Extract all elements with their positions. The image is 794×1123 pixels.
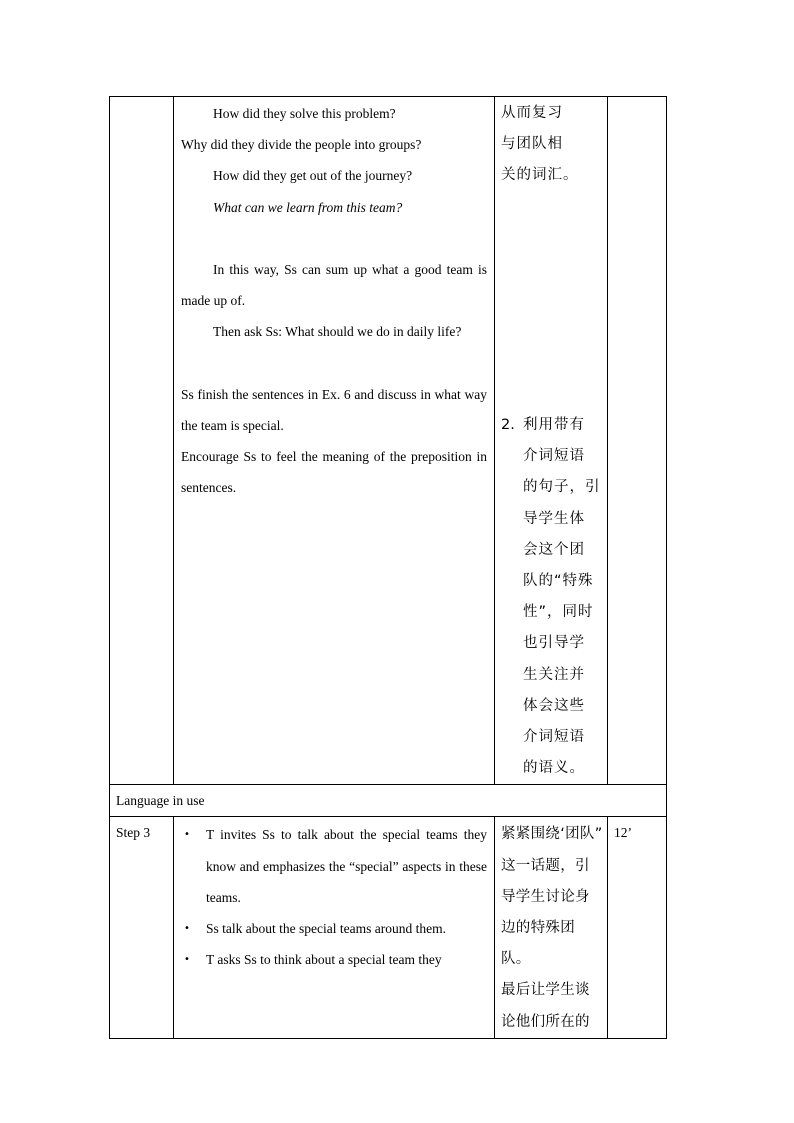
note-line: 体会这些 [523, 697, 585, 714]
note-line: 介词短语 [523, 448, 585, 465]
note-number: 2. [501, 416, 515, 433]
time-cell-empty [608, 97, 667, 785]
activity-row [110, 97, 667, 785]
note-line: 这一话题，引 [501, 857, 590, 874]
note-line: 的语义。 [523, 760, 585, 777]
step-label: Step 3 [116, 825, 151, 841]
question-2: Why did they divide the people into groups? [181, 137, 422, 153]
step-cell-empty [110, 97, 174, 785]
note-line: 生关注并 [523, 666, 585, 683]
purpose-cell [495, 97, 608, 785]
note-line: 与团队相 [501, 136, 563, 153]
note-line: 性”，同时 [523, 604, 594, 621]
note-line: 论他们所在的 [501, 1013, 590, 1030]
question-1: How did they solve this problem? [213, 106, 396, 121]
section-title: Language in use [116, 793, 205, 809]
time-value: 12’ [614, 825, 632, 841]
list-item: • T asks Ss to think about a special team they [184, 952, 442, 968]
note-line: 导学生体 [523, 510, 585, 527]
section-title-cell [110, 785, 667, 817]
step-cell [110, 817, 174, 1038]
purpose-cell [495, 817, 608, 1038]
lesson-plan-table [109, 96, 667, 1039]
note-line: 队的“特殊 [523, 572, 594, 589]
list-item: • Ss talk about the special teams around them. [184, 920, 446, 936]
note-line: 关的词汇。 [501, 167, 579, 184]
time-cell [608, 817, 667, 1038]
note-line: 最后让学生谈 [501, 982, 590, 999]
step3-row [110, 817, 667, 1038]
encourage-text: Encourage Ss to feel the meaning of the preposition in sentences. [181, 449, 487, 496]
activity-cell [174, 97, 495, 785]
note-line: 也引导学 [523, 635, 585, 652]
note-line: 介词短语 [523, 728, 585, 745]
activity-cell [174, 817, 495, 1038]
note-line: 会这个团 [523, 541, 585, 558]
note-line: 紧紧围绕‘团队” [501, 826, 603, 843]
section-row [110, 785, 667, 817]
note-line: 边的特殊团队。 [501, 919, 575, 968]
question-3: How did they get out of the journey? [213, 168, 413, 184]
activity-bullet-list [184, 819, 487, 975]
ask-text: Then ask Ss: What should we do in daily life? [213, 324, 462, 340]
question-italic: What can we learn from this team? [213, 199, 403, 215]
sum-up-text: In this way, Ss can sum up what a good team is made up of. [181, 262, 487, 309]
note-line: 从而复习 [501, 105, 563, 121]
finish-text: Ss finish the sentences in Ex. 6 and discuss in what way the team is special. [181, 386, 487, 433]
note-line: 的句子，引 [523, 479, 601, 496]
note-line: 利用带有 [523, 416, 585, 433]
list-item: • T invites Ss to talk about the special teams they know and emphasizes the “special” aspects in these teams. [184, 827, 487, 905]
note-line: 导学生讨论身 [501, 888, 590, 905]
